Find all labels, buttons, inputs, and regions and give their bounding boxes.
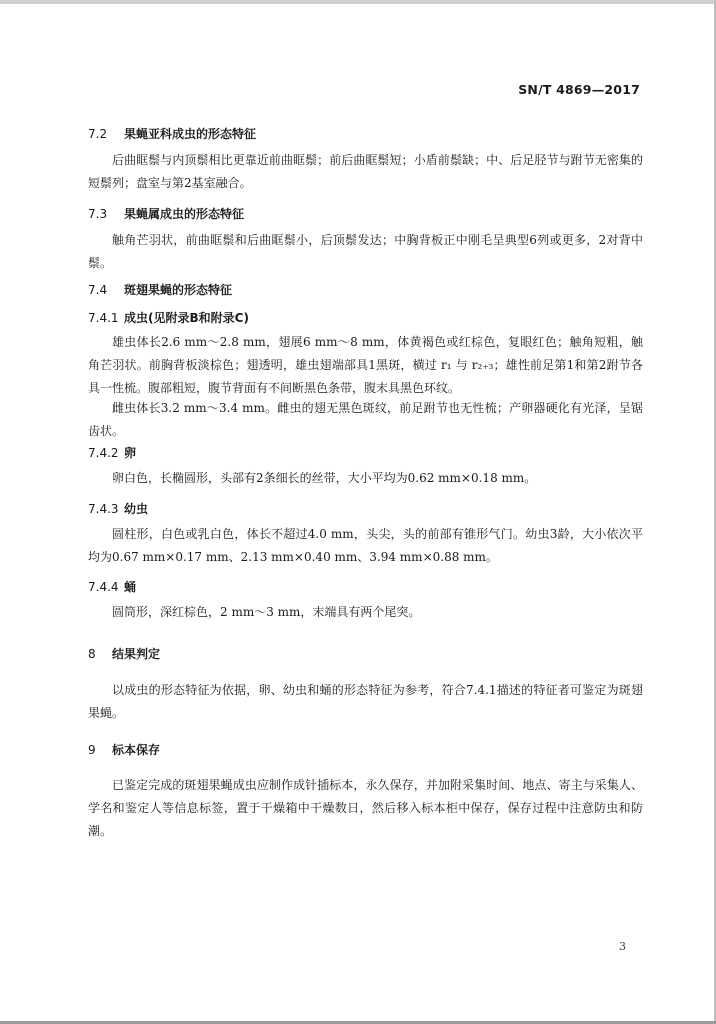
section-7-4-1-female-paragraph: 雌虫体长3.2 mm～3.4 mm。雌虫的翅无黑色斑纹，前足跗节也无性梳；产卵器硬化有光泽，呈锯齿状。 bbox=[88, 401, 643, 438]
section-title: 标本保存 bbox=[112, 743, 161, 757]
section-heading-7-4-2 bbox=[88, 444, 136, 461]
section-title: 卵 bbox=[124, 446, 137, 460]
section-7-4-1-male-paragraph: 雄虫体长2.6 mm～2.8 mm，翅展6 mm～8 mm，体黄褐色或红棕色，复眼红色；触角短粗，触角芒羽状。前胸背板淡棕色；翅透明，雄虫翅端部具1黑斑，横过 r₁ 与 r₂₊₃；雄性前足第1和第2跗节各具一性梳。腹部粗短，腹节背面有不间断黑色条带，腹末具黑色环纹。 bbox=[88, 335, 643, 395]
section-7-4-4-paragraph: 圆筒形，深红棕色，2 mm～3 mm，末端具有两个尾突。 bbox=[112, 605, 421, 619]
section-number: 7.4.3 bbox=[88, 502, 119, 516]
page-number: 3 bbox=[619, 940, 626, 953]
section-8-paragraph: 以成虫的形态特征为依据，卵、幼虫和蛹的形态特征为参考，符合7.4.1描述的特征者可鉴定为斑翅果蝇。 bbox=[88, 683, 643, 720]
section-heading-7-4-4 bbox=[88, 578, 136, 595]
section-7-4-3-paragraph: 圆柱形，白色或乳白色，体长不超过4.0 mm，头尖，头的前部有锥形气门。幼虫3龄，大小依次平均为0.67 mm×0.17 mm、2.13 mm×0.40 mm、3.94 mm×0.88 mm。 bbox=[88, 527, 643, 564]
section-title: 幼虫 bbox=[124, 502, 149, 516]
section-number: 7.4 bbox=[88, 283, 108, 297]
section-7-3-paragraph: 触角芒羽状，前曲眶鬃和后曲眶鬃小，后顶鬃发达；中胸背板正中刚毛呈典型6列或更多，2对背中鬃。 bbox=[88, 233, 643, 270]
section-number: 9 bbox=[88, 743, 96, 757]
section-heading-8 bbox=[88, 645, 160, 662]
section-number: 7.4.4 bbox=[88, 580, 119, 594]
section-heading-7-2 bbox=[88, 125, 256, 142]
section-title: 斑翅果蝇的形态特征 bbox=[124, 283, 233, 297]
section-title: 果蝇亚科成虫的形态特征 bbox=[124, 127, 257, 141]
section-number: 7.4.2 bbox=[88, 446, 119, 460]
section-9-paragraph: 已鉴定完成的斑翅果蝇成虫应制作成针插标本，永久保存，并加附采集时间、地点、寄主与采集人、学名和鉴定人等信息标签，置于干燥箱中干燥数日，然后移入标本柜中保存，保存过程中注意防虫和防潮。 bbox=[88, 778, 643, 838]
section-number: 7.4.1 bbox=[88, 311, 119, 325]
section-title: 蛹 bbox=[124, 580, 137, 594]
section-number: 8 bbox=[88, 647, 96, 661]
section-heading-7-3 bbox=[88, 205, 244, 222]
standard-code-header: SN/T 4869—2017 bbox=[518, 82, 640, 97]
section-heading-7-4-3 bbox=[88, 500, 148, 517]
section-number: 7.2 bbox=[88, 127, 108, 141]
page-top-edge bbox=[0, 0, 716, 4]
section-heading-9 bbox=[88, 741, 160, 758]
section-7-2-paragraph: 后曲眶鬃与内顶鬃相比更靠近前曲眶鬃；前后曲眶鬃短；小盾前鬃缺；中、后足胫节与跗节无密集的短鬃列；盘室与第2基室融合。 bbox=[88, 153, 643, 190]
section-number: 7.3 bbox=[88, 207, 108, 221]
section-heading-7-4 bbox=[88, 281, 232, 298]
section-title: 果蝇属成虫的形态特征 bbox=[124, 207, 245, 221]
section-7-4-2-paragraph: 卵白色，长椭圆形，头部有2条细长的丝带，大小平均为0.62 mm×0.18 mm。 bbox=[112, 471, 537, 485]
section-heading-7-4-1 bbox=[88, 309, 249, 326]
section-title: 结果判定 bbox=[112, 647, 161, 661]
section-title: 成虫(见附录B和附录C) bbox=[124, 311, 249, 325]
